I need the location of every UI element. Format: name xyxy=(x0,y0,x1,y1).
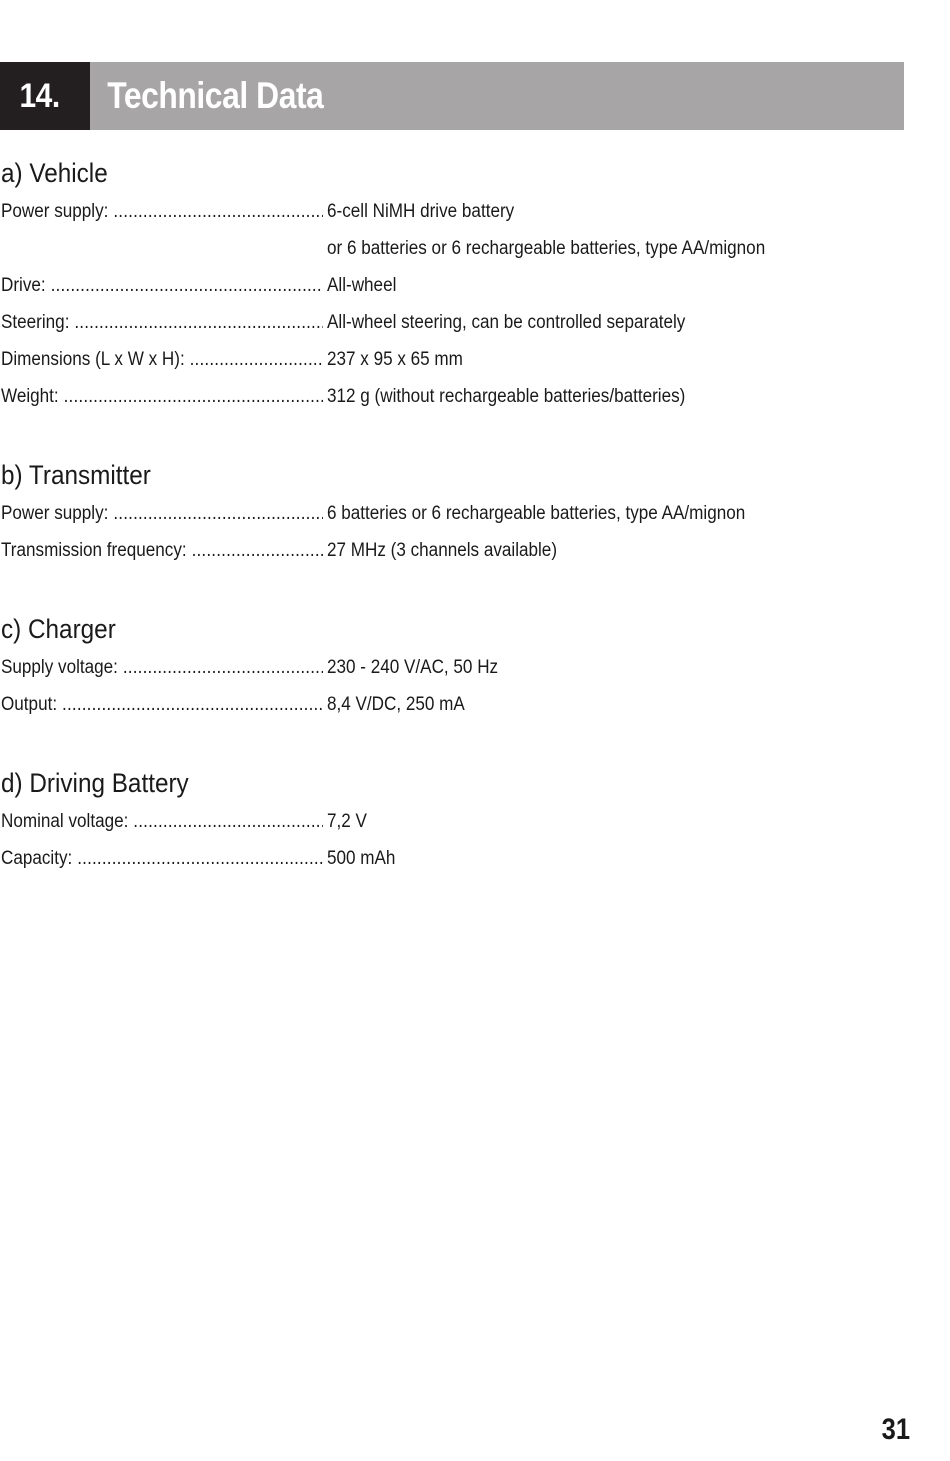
chapter-number-box xyxy=(0,62,90,130)
spec-value: 230 - 240 V/AC, 50 Hz xyxy=(327,657,499,678)
spec-value: 8,4 V/DC, 250 mA xyxy=(327,694,465,715)
spec-value: 6 batteries or 6 rechargeable batteries, type AA/mignon xyxy=(327,503,746,524)
spec-row xyxy=(1,193,881,230)
spec-label: Steering: ..... xyxy=(1,304,323,341)
spec-value: or 6 batteries or 6 rechargeable batteries, type AA/mignon xyxy=(327,238,766,259)
spec-label: Nominal voltage: ..... xyxy=(1,803,323,840)
spec-value: 7,2 V xyxy=(327,811,367,832)
spec-value: 237 x 95 x 65 mm xyxy=(327,349,463,370)
section-heading-charger: c) Charger xyxy=(1,614,116,644)
spec-label: Weight: ..... xyxy=(1,378,323,415)
spec-value: All-wheel xyxy=(327,275,397,296)
spec-row xyxy=(1,341,881,378)
spec-row xyxy=(1,304,881,341)
section-charger xyxy=(1,609,881,723)
spec-row xyxy=(1,532,881,569)
spec-label: Capacity: ..... xyxy=(1,840,323,877)
spec-row xyxy=(1,686,881,723)
spec-row xyxy=(1,495,881,532)
section-heading-driving-battery: d) Driving Battery xyxy=(1,768,189,798)
spec-label: Supply voltage: ..... xyxy=(1,649,323,686)
spec-row xyxy=(1,267,881,304)
chapter-header xyxy=(0,62,904,130)
spec-value: All-wheel steering, can be controlled separately xyxy=(327,312,686,333)
spec-row xyxy=(1,803,881,840)
spec-value: 27 MHz (3 channels available) xyxy=(327,540,558,561)
chapter-title: Technical Data xyxy=(107,75,324,116)
spec-row xyxy=(1,649,881,686)
spec-label: Power supply: ..... xyxy=(1,495,323,532)
section-heading-vehicle: a) Vehicle xyxy=(1,158,108,188)
spec-row xyxy=(1,378,881,415)
spec-value: 500 mAh xyxy=(327,848,396,869)
spec-label: Transmission frequency: ..... xyxy=(1,532,323,569)
spec-label: Dimensions (L x W x H): ..... xyxy=(1,341,323,378)
chapter-number: 14. xyxy=(0,62,79,130)
spec-label: Drive: ..... xyxy=(1,267,323,304)
page-number: 31 xyxy=(881,1413,910,1446)
section-transmitter xyxy=(1,455,881,569)
section-vehicle xyxy=(1,153,881,415)
section-driving-battery xyxy=(1,763,881,877)
section-heading-transmitter: b) Transmitter xyxy=(1,460,151,490)
spec-label: Power supply: ..... xyxy=(1,193,323,230)
spec-value: 6-cell NiMH drive battery xyxy=(327,201,515,222)
spec-value: 312 g (without rechargeable batteries/batteries) xyxy=(327,386,686,407)
spec-row xyxy=(1,230,881,267)
spec-label: Output: ..... xyxy=(1,686,323,723)
chapter-title-box xyxy=(90,62,904,130)
spec-row xyxy=(1,840,881,877)
